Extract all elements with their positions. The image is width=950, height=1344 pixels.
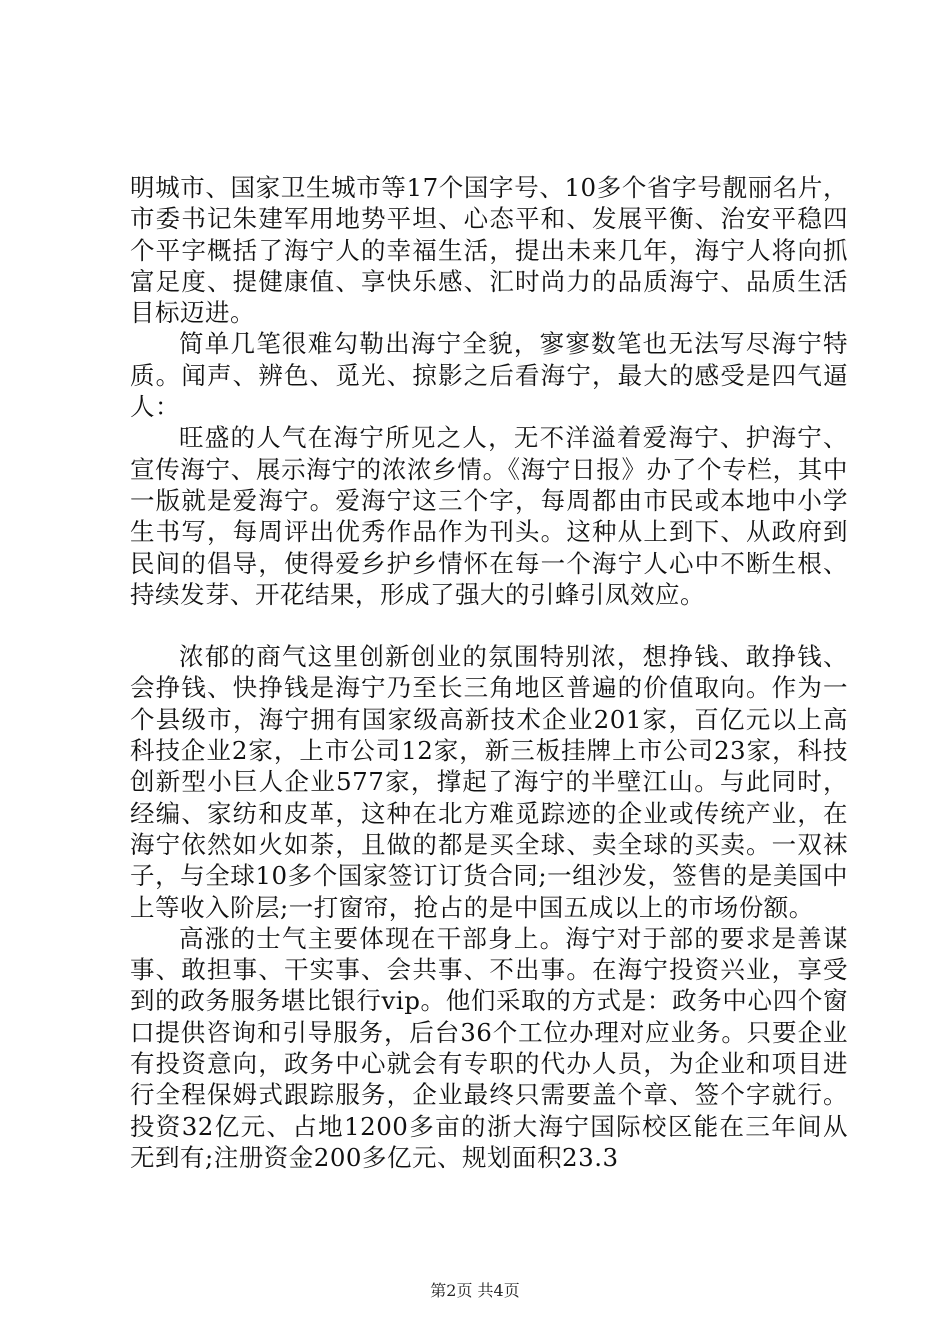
document-body — [130, 172, 848, 1173]
paragraph-four-qi-intro: 简单几笔很难勾勒出海宁全貌，寥寥数笔也无法写尽海宁特质。闻声、辨色、觅光、掠影之后看海宁，最大的感受是四气逼人： — [130, 329, 848, 422]
paragraph-popularity: 旺盛的人气在海宁所见之人，无不洋溢着爱海宁、护海宁、宣传海宁、展示海宁的浓浓乡情。《海宁日报》办了个专栏，其中一版就是爱海宁。爱海宁这三个字，每周都由市民或本地中小学生书写，每周评出优秀作品作为刊头。这种从上到下、从政府到民间的倡导，使得爱乡护乡情怀在每一个海宁人心中不断生根、持续发芽、开花结果，形成了强大的引蜂引凤效应。 — [130, 423, 848, 609]
paragraph-business: 浓郁的商气这里创新创业的氛围特别浓，想挣钱、敢挣钱、会挣钱、快挣钱是海宁乃至长三角地区普遍的价值取向。作为一个县级市，海宁拥有国家级高新技术企业201家，百亿元以上高科技企业2家，上市公司12家，新三板挂牌上市公司23家，科技创新型小巨人企业577家，撑起了海宁的半壁江山。与此同时，经编、家纺和皮革，这种在北方难觅踪迹的企业或传统产业，在海宁依然如火如荼，且做的都是买全球、卖全球的买卖。一双袜子，与全球10多个国家签订订货合同;一组沙发，签售的是美国中上等收入阶层;一打窗帘，抢占的是中国五成以上的市场份额。 — [130, 642, 848, 922]
paragraph-city-honors: 明城市、国家卫生城市等17个国字号、10多个省字号靓丽名片，市委书记朱建军用地势平坦、心态平和、发展平衡、治安平稳四个平字概括了海宁人的幸福生活，提出未来几年，海宁人将向抓富足度、提健康值、享快乐感、汇时尚力的品质海宁、品质生活目标迈进。 — [130, 173, 848, 328]
page-number-footer: 第2页 共4页 — [430, 1281, 520, 1300]
paragraph-morale: 高涨的士气主要体现在干部身上。海宁对于部的要求是善谋事、敢担事、干实事、会共事、不出事。在海宁投资兴业，享受到的政务服务堪比银行vip。他们采取的方式是：政务中心四个窗口提供咨询和引导服务，后台36个工位办理对应业务。只要企业有投资意向，政务中心就会有专职的代办人员，为企业和项目进行全程保姆式跟踪服务，企业最终只需要盖个章、签个字就行。投资32亿元、占地1200多亩的浙大海宁国际校区能在三年间从无到有;注册资金200多亿元、规划面积23.3 — [130, 923, 848, 1172]
paragraph-spacer — [130, 610, 848, 641]
